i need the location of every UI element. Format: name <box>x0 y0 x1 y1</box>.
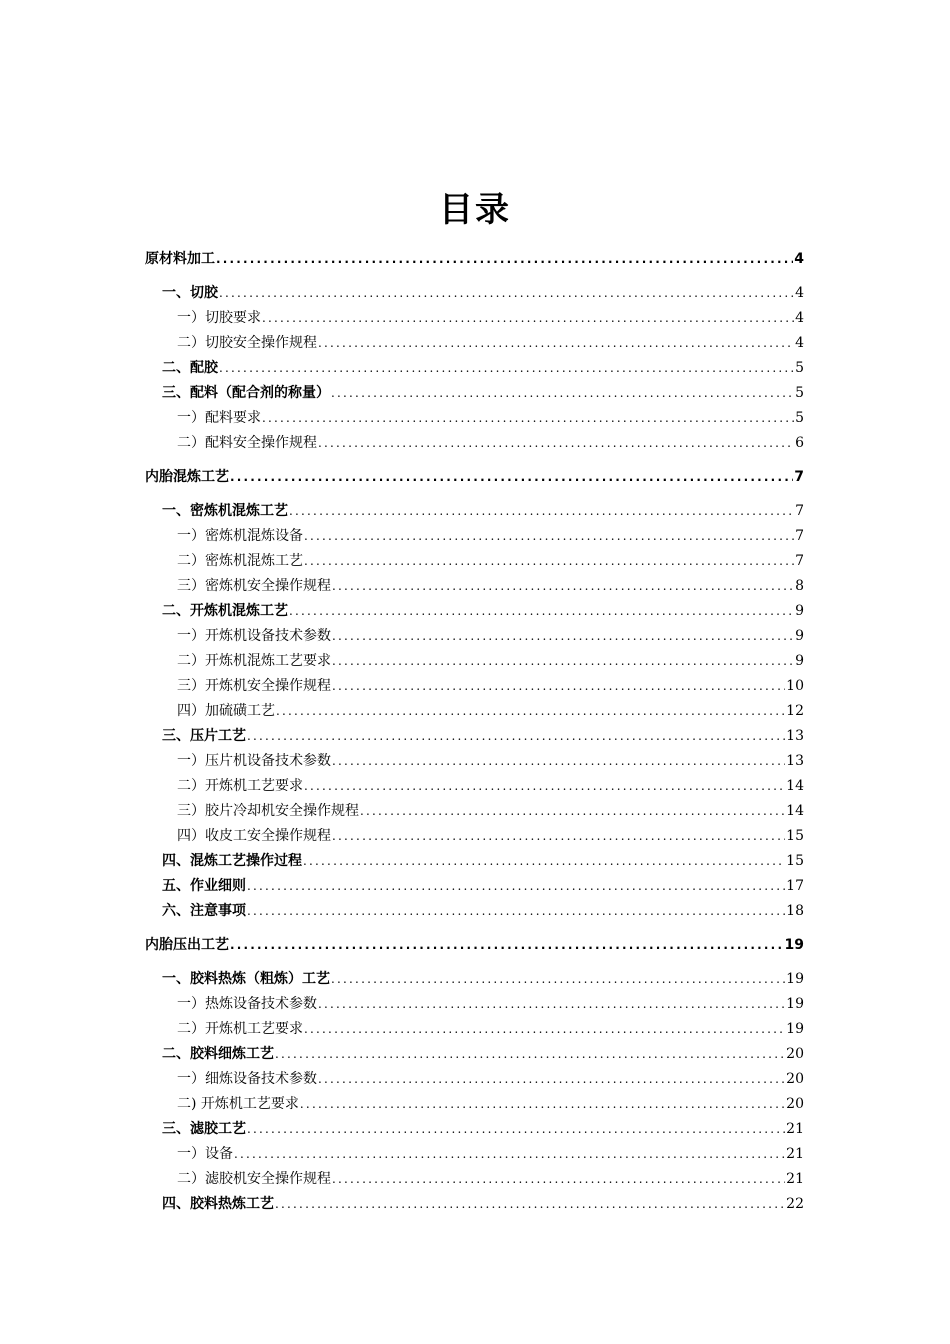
toc-dot-leader <box>331 384 794 402</box>
toc-subsection[interactable] <box>177 330 804 352</box>
toc-subsection[interactable] <box>177 1091 804 1113</box>
toc-page-number: 5 <box>795 385 804 401</box>
toc-dot-leader <box>230 468 793 486</box>
toc-entry-label: 二、开炼机混炼工艺 <box>162 603 288 619</box>
toc-dot-leader <box>304 1020 785 1038</box>
toc-entry-label: 三）胶片冷却机安全操作规程 <box>177 803 359 819</box>
toc-page-number: 15 <box>786 853 804 869</box>
toc-subsection[interactable] <box>177 548 804 570</box>
toc-entry-label: 二、胶料细炼工艺 <box>162 1046 274 1062</box>
toc-dot-leader <box>275 1195 785 1213</box>
toc-dot-leader <box>275 1045 785 1063</box>
toc-subsection[interactable] <box>177 405 804 427</box>
toc-entry-label: 一）配料要求 <box>177 410 261 426</box>
toc-section[interactable] <box>162 380 804 402</box>
toc-chapter[interactable] <box>145 932 804 954</box>
toc-entry-label: 三）密炼机安全操作规程 <box>177 578 331 594</box>
toc-subsection[interactable] <box>177 573 804 595</box>
toc-dot-leader <box>332 652 794 670</box>
toc-entry-label: 三、滤胶工艺 <box>162 1121 246 1137</box>
toc-section[interactable] <box>162 1116 804 1138</box>
toc-entry-label: 二）开炼机工艺要求 <box>177 1021 303 1037</box>
toc-page-number: 19 <box>784 937 804 953</box>
toc-page-number: 9 <box>795 653 804 669</box>
toc-page-number: 7 <box>795 528 804 544</box>
toc-section[interactable] <box>162 498 804 520</box>
toc-page-number: 7 <box>795 503 804 519</box>
toc-dot-leader <box>318 1070 785 1088</box>
toc-section[interactable] <box>162 723 804 745</box>
toc-chapter[interactable] <box>145 246 804 268</box>
toc-dot-leader <box>332 827 785 845</box>
toc-entry-label: 四、混炼工艺操作过程 <box>162 853 302 869</box>
toc-dot-leader <box>247 1120 785 1138</box>
toc-page-number: 21 <box>786 1171 804 1187</box>
toc-dot-leader <box>230 936 784 954</box>
toc-page-number: 21 <box>786 1121 804 1137</box>
toc-entry-label: 一）热炼设备技术参数 <box>177 996 317 1012</box>
toc-dot-leader <box>262 309 794 327</box>
toc-entry-label: 四）收皮工安全操作规程 <box>177 828 331 844</box>
toc-page-number: 7 <box>795 553 804 569</box>
toc-dot-leader <box>289 502 794 520</box>
toc-page-number: 14 <box>786 778 804 794</box>
toc-dot-leader <box>318 995 785 1013</box>
toc-page-number: 4 <box>795 310 804 326</box>
toc-section[interactable] <box>162 1191 804 1213</box>
toc-page-number: 4 <box>794 251 804 267</box>
toc-subsection[interactable] <box>177 991 804 1013</box>
toc-dot-leader <box>332 1170 785 1188</box>
toc-entry-label: 原材料加工 <box>145 251 215 267</box>
toc-dot-leader <box>247 727 785 745</box>
toc-entry-label: 一）密炼机混炼设备 <box>177 528 303 544</box>
toc-entry-label: 五、作业细则 <box>162 878 246 894</box>
toc-section[interactable] <box>162 873 804 895</box>
toc-dot-leader <box>276 702 785 720</box>
toc-entry-label: 二）滤胶机安全操作规程 <box>177 1171 331 1187</box>
toc-subsection[interactable] <box>177 523 804 545</box>
toc-dot-leader <box>304 527 794 545</box>
toc-entry-label: 内胎压出工艺 <box>145 937 229 953</box>
toc-page-number: 4 <box>795 335 804 351</box>
toc-dot-leader <box>332 752 785 770</box>
toc-page-number: 14 <box>786 803 804 819</box>
toc-subsection[interactable] <box>177 648 804 670</box>
toc-entry-label: 一）细炼设备技术参数 <box>177 1071 317 1087</box>
toc-page-number: 5 <box>795 410 804 426</box>
toc-entry-label: 二）配料安全操作规程 <box>177 435 317 451</box>
toc-dot-leader <box>318 434 794 452</box>
toc-dot-leader <box>262 409 794 427</box>
toc-entry-label: 一）开炼机设备技术参数 <box>177 628 331 644</box>
toc-subsection[interactable] <box>177 430 804 452</box>
toc-dot-leader <box>360 802 785 820</box>
toc-subsection[interactable] <box>177 773 804 795</box>
toc-entry-label: 一、切胶 <box>162 285 218 301</box>
toc-entry-label: 二）开炼机混炼工艺要求 <box>177 653 331 669</box>
toc-page-number: 9 <box>795 628 804 644</box>
toc-dot-leader <box>332 627 794 645</box>
toc-dot-leader <box>300 1095 785 1113</box>
toc-entry-label: 二) 开炼机工艺要求 <box>177 1096 299 1112</box>
toc-chapter[interactable] <box>145 464 804 486</box>
toc-page-number: 9 <box>795 603 804 619</box>
toc-entry-label: 四）加硫磺工艺 <box>177 703 275 719</box>
toc-entry-label: 六、注意事项 <box>162 903 246 919</box>
toc-dot-leader <box>303 852 785 870</box>
toc-subsection[interactable] <box>177 1066 804 1088</box>
toc-entry-label: 四、胶料热炼工艺 <box>162 1196 274 1212</box>
toc-dot-leader <box>219 359 794 377</box>
toc-section[interactable] <box>162 280 804 302</box>
toc-subsection[interactable] <box>177 305 804 327</box>
toc-subsection[interactable] <box>177 623 804 645</box>
toc-page-number: 5 <box>795 360 804 376</box>
toc-section[interactable] <box>162 1041 804 1063</box>
toc-dot-leader <box>318 334 794 352</box>
toc-subsection[interactable] <box>177 1141 804 1163</box>
toc-page-number: 7 <box>794 469 804 485</box>
toc-page-number: 19 <box>786 1021 804 1037</box>
toc-page-number: 20 <box>786 1071 804 1087</box>
toc-entry-label: 二）切胶安全操作规程 <box>177 335 317 351</box>
toc-page-number: 8 <box>795 578 804 594</box>
toc-dot-leader <box>219 284 794 302</box>
toc-page-number: 21 <box>786 1146 804 1162</box>
toc-subsection[interactable] <box>177 1166 804 1188</box>
toc-entry-label: 三）开炼机安全操作规程 <box>177 678 331 694</box>
toc-section[interactable] <box>162 966 804 988</box>
toc-dot-leader <box>332 577 794 595</box>
toc-page-number: 13 <box>786 728 804 744</box>
toc-dot-leader <box>247 877 785 895</box>
toc-subsection[interactable] <box>177 748 804 770</box>
toc-section[interactable] <box>162 848 804 870</box>
toc-page-number: 10 <box>786 678 804 694</box>
toc-page-number: 20 <box>786 1096 804 1112</box>
toc-page-number: 19 <box>786 971 804 987</box>
toc-entry-label: 一）切胶要求 <box>177 310 261 326</box>
toc-page-number: 22 <box>786 1196 804 1212</box>
toc-dot-leader <box>289 602 794 620</box>
toc-section[interactable] <box>162 355 804 377</box>
toc-subsection[interactable] <box>177 798 804 820</box>
toc-page-number: 17 <box>786 878 804 894</box>
toc-section[interactable] <box>162 598 804 620</box>
toc-subsection[interactable] <box>177 673 804 695</box>
toc-entry-label: 内胎混炼工艺 <box>145 469 229 485</box>
toc-dot-leader <box>216 250 793 268</box>
toc-page-number: 4 <box>795 285 804 301</box>
toc-page-number: 6 <box>795 435 804 451</box>
page-title: 目录 <box>439 190 511 230</box>
toc-dot-leader <box>304 777 785 795</box>
toc-section[interactable] <box>162 898 804 920</box>
toc-entry-label: 一、密炼机混炼工艺 <box>162 503 288 519</box>
toc-entry-label: 三、配料（配合剂的称量） <box>162 385 330 401</box>
toc-entry-label: 一）设备 <box>177 1146 233 1162</box>
toc-dot-leader <box>304 552 794 570</box>
toc-dot-leader <box>234 1145 785 1163</box>
toc-dot-leader <box>332 677 785 695</box>
toc-entry-label: 二）开炼机工艺要求 <box>177 778 303 794</box>
toc-page-number: 20 <box>786 1046 804 1062</box>
toc-page-number: 15 <box>786 828 804 844</box>
toc-subsection[interactable] <box>177 698 804 720</box>
toc-subsection[interactable] <box>177 1016 804 1038</box>
toc-entry-label: 二、配胶 <box>162 360 218 376</box>
toc-entry-label: 一、胶料热炼（粗炼）工艺 <box>162 971 330 987</box>
toc-page-number: 18 <box>786 903 804 919</box>
toc-dot-leader <box>247 902 785 920</box>
toc-dot-leader <box>331 970 785 988</box>
toc-page-number: 13 <box>786 753 804 769</box>
toc-entry-label: 三、压片工艺 <box>162 728 246 744</box>
toc-page-number: 19 <box>786 996 804 1012</box>
toc-entry-label: 二）密炼机混炼工艺 <box>177 553 303 569</box>
toc-entry-label: 一）压片机设备技术参数 <box>177 753 331 769</box>
toc-subsection[interactable] <box>177 823 804 845</box>
toc-page-number: 12 <box>786 703 804 719</box>
